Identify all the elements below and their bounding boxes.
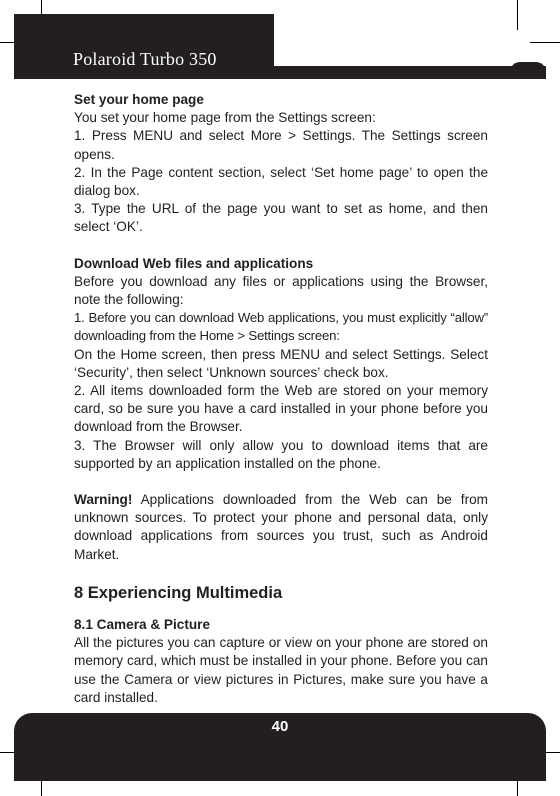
section-heading: Set your home page <box>74 92 204 107</box>
list-item: 2. In the Page content section, select ‘Set home page’ to open the dialog box. <box>74 164 488 199</box>
header-rule <box>274 66 546 79</box>
list-item: 1. Before you can download Web applications, you must explicitly “allow” downloading from the Home > Settings screen: <box>74 310 488 344</box>
list-item: On the Home screen, then press MENU and select Settings. Select ‘Security’, then select ‘Unknown sources’ check box. <box>74 346 488 380</box>
list-item: 1. Press MENU and select More > Settings. The Settings screen opens. <box>74 128 488 162</box>
warning-paragraph <box>74 491 488 564</box>
header-tab <box>510 62 546 79</box>
warning-text: Applications downloaded from the Web can be from unknown sources. To protect your phone and personal data, only download applications from sources you trust, such as Android Market. <box>74 492 488 562</box>
header-title: Polaroid Turbo 350 <box>73 49 217 69</box>
section-heading: Download Web files and applications <box>74 255 314 271</box>
paragraph: All the pictures you can capture or view on your phone are stored on memory card, which must be installed in your phone. Before you can use the Camera or view pictures in Pictures, make sure you have a card installed. <box>74 635 488 705</box>
crop-mark <box>530 42 560 43</box>
crop-mark <box>517 0 518 30</box>
section-heading: 8.1 Camera & Picture <box>74 617 211 633</box>
list-item: 2. All items downloaded form the Web are stored on your memory card, so be sure you have a card installed in your phone before you download from the Browser. <box>74 383 488 435</box>
page-number: 40 <box>271 718 289 735</box>
paragraph: Before you download any files or applications using the Browser, note the following: <box>74 273 488 308</box>
warning-label: Warning! <box>74 492 133 508</box>
chapter-heading: 8 Experiencing Multimedia <box>74 583 283 602</box>
paragraph: You set your home page from the Settings screen: <box>74 110 376 126</box>
list-item: 3. The Browser will only allow you to download items that are supported by an application installed on the phone. <box>74 437 488 471</box>
list-item: 3. Type the URL of the page you want to set as home, and then select ‘OK’. <box>74 201 488 235</box>
page-content <box>74 91 488 707</box>
